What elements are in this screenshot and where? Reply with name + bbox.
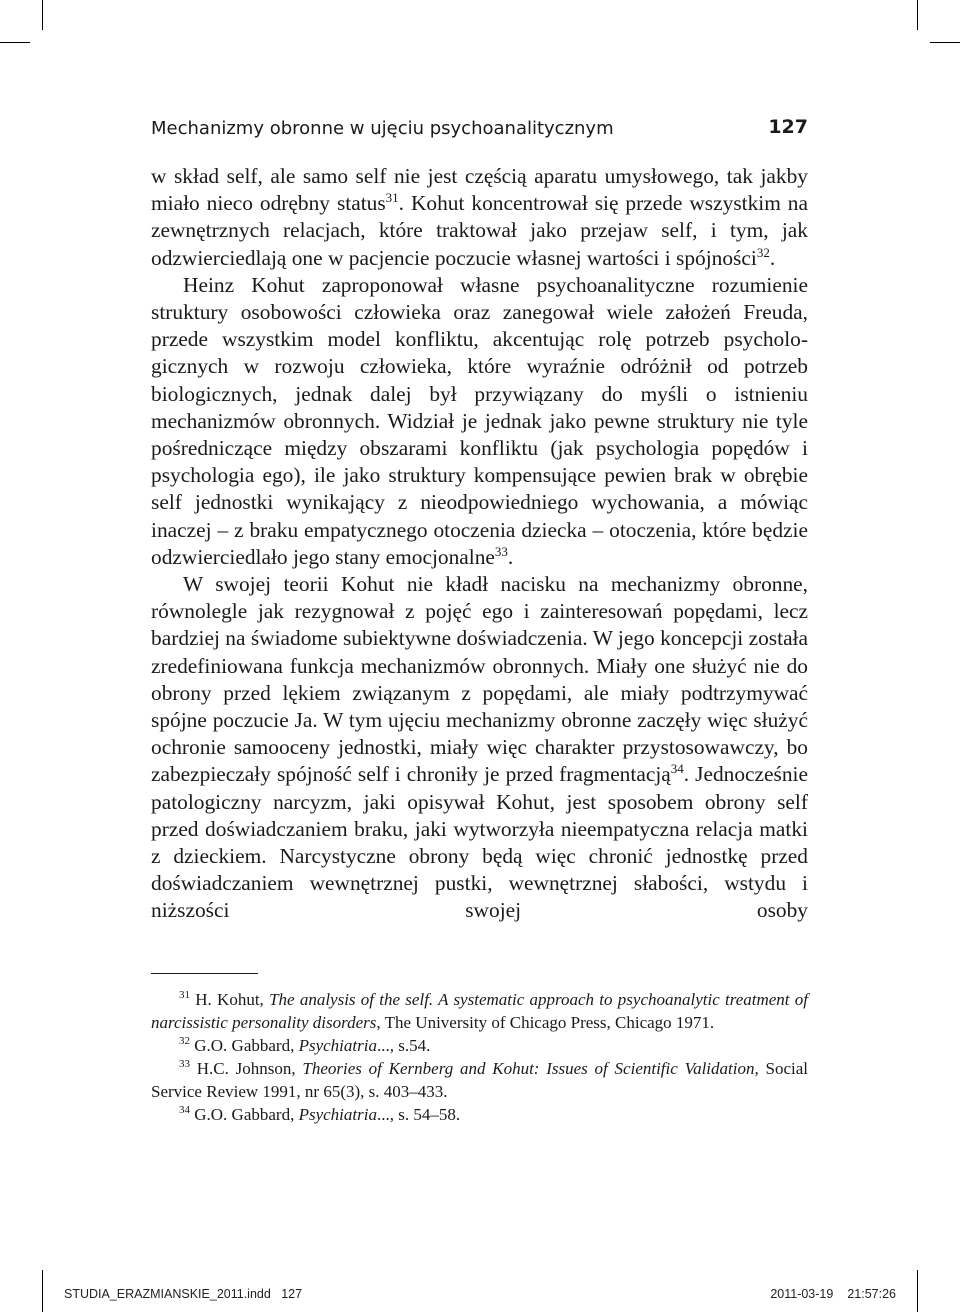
- footnote-separator: [151, 973, 258, 974]
- footnote-ref-31: 31: [385, 190, 399, 206]
- text-run: H. Kohut,: [190, 990, 270, 1009]
- crop-mark: [917, 0, 918, 30]
- slug-date: 2011-03-19: [770, 1287, 834, 1301]
- page-number: 127: [768, 116, 808, 138]
- text-run: ..., s.54.: [376, 1036, 431, 1055]
- footnote-ref-33: 33: [494, 543, 508, 559]
- running-title: Mechanizmy obronne w ujęciu psychoanalitycznym: [151, 118, 614, 139]
- slug-filename: STUDIA_ERAZMIANSKIE_2011.indd 127: [64, 1287, 303, 1301]
- text-run: . Jednocześnie patologiczny narcyzm, jaki opisywał Kohut, jest sposobem obrony self przed doświadczaniem braku, jaki wytworzyła nieempatyczna relacja matki z dzieckiem. Narcystyczne obrony będą więc chronić jednostkę przed doświadczaniem wewnętrznej pustki, wewnętrznej słabości, wstydu i niższości swojej osoby: [151, 762, 808, 923]
- text-run: , The University of Chicago Press, Chicago 1971.: [376, 1013, 715, 1032]
- print-slug: [64, 1287, 896, 1305]
- body-text: [151, 163, 808, 925]
- footnote-33: [151, 1057, 808, 1103]
- running-header: [151, 114, 808, 142]
- footnote-number: 34: [179, 1104, 190, 1116]
- text-run: . Kohut koncentrował się przede wszystkim na zewnętrznych relacjach, które traktował jako przejaw self, i tym, jak odzwierciedlają one w pacjencie poczucie własnej wartości i spójności: [151, 191, 808, 270]
- slug-time: 21:57:26: [847, 1287, 896, 1301]
- cited-title: The analysis of the self. A systematic approach to psychoanalytic treatment of narcissistic personality disorders: [151, 990, 809, 1032]
- text-run: Heinz Kohut zaproponował własne psychoanalityczne rozumienie struktury osobowości człowieka oraz zanegował wiele założeń Freuda, przede wszystkim model konfliktu, akcentując rolę potrzeb psychologicznych w rozwoju człowieka, które wyraźnie odróżnił od potrzeb biologicznych, jednak dalej był przywiązany do myśli o istnieniu mechanizmów obronnych. Widział je jednak jako pewne struktury nie tyle pośredniczące między obszarami konfliktu (jak psychologia popędów i psychologia ego), ile jako struktury kompensujące pewien brak w obrębie self jednostki wynikający z nieodpowiedniego wychowania, a mówiąc inaczej – z braku empatycznego otoczenia dziecka – otoczenia, które będzie odzwierciedlało jego stany emocjonalne: [151, 272, 808, 569]
- paragraph-1: [151, 163, 808, 272]
- crop-mark: [917, 1270, 918, 1312]
- text-run: ..., s. 54–58.: [376, 1105, 461, 1124]
- text-run: w skład self, ale samo self nie jest częścią aparatu umysłowego, tak jakby miało nieco odrębny status: [151, 164, 808, 216]
- crop-mark: [42, 1270, 43, 1312]
- text-run: Social Service Review 1991, nr 65(3), s. 403–433.: [151, 1059, 808, 1101]
- text-run: W swojej teorii Kohut nie kładł nacisku na mechanizmy obronne, równolegle jak rezygnował z pojęć ego i zainteresowań popędami, lecz bardziej na świadome subiektywne doświadczenia. W jego koncepcji została zredefiniowana funkcja mechanizmów obronnych. Miały one służyć nie do obrony przed lękiem związanym z popędami, ale miały podtrzymywać spójne poczucie Ja. W tym ujęciu mechanizmy obronne zaczęły więc służyć ochronie samooceny jednostki, miały więc charakter przystosowawczy, bo zabezpieczały spójność self i chroniły je przed fragmentacją: [151, 572, 808, 787]
- text-run: .: [769, 245, 776, 270]
- slug-timestamp: [770, 1287, 896, 1301]
- footnote-number: 33: [179, 1058, 190, 1070]
- footnote-31: [151, 988, 808, 1034]
- cited-title: Theories of Kernberg and Kohut: Issues of Scientific Validation,: [302, 1059, 759, 1078]
- crop-mark: [0, 42, 30, 43]
- footnote-ref-34: 34: [670, 761, 684, 777]
- cited-title: Psychiatria: [298, 1105, 377, 1124]
- footnote-number: 32: [179, 1035, 190, 1047]
- paragraph-2: [151, 272, 808, 571]
- text-run: H.C. Johnson,: [190, 1059, 303, 1078]
- footnote-32: [151, 1034, 808, 1057]
- crop-mark: [930, 42, 960, 43]
- text-run: G.O. Gabbard,: [190, 1036, 299, 1055]
- footnote-34: [151, 1103, 808, 1126]
- footnotes: [151, 988, 808, 1126]
- crop-mark: [42, 0, 43, 30]
- cited-title: Psychiatria: [298, 1036, 377, 1055]
- text-run: .: [507, 544, 514, 569]
- footnote-number: 31: [179, 989, 190, 1001]
- footnote-ref-32: 32: [756, 244, 770, 260]
- paragraph-3: [151, 571, 808, 925]
- text-run: G.O. Gabbard,: [190, 1105, 299, 1124]
